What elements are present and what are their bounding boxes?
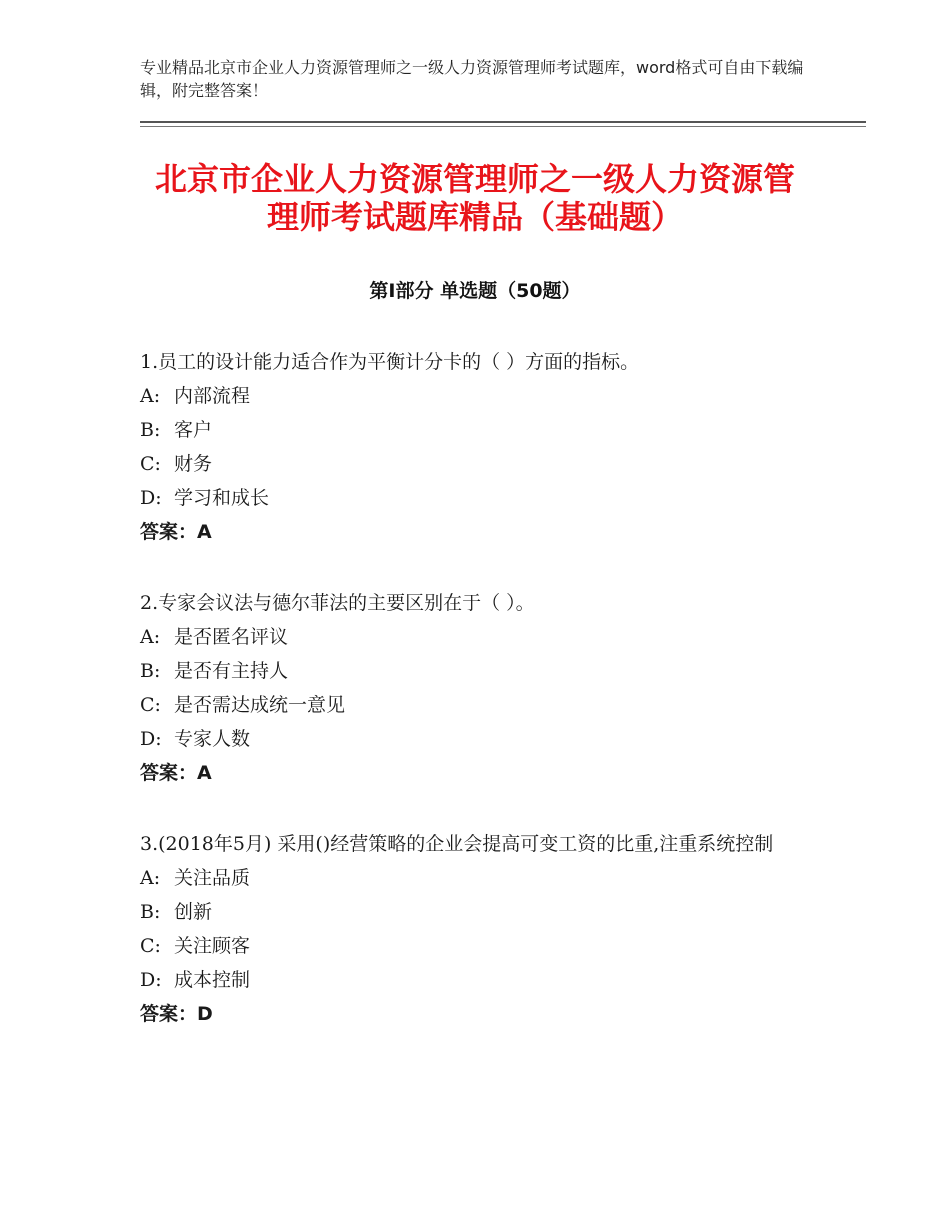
option-c <box>140 929 820 963</box>
header-note: 专业精品北京市企业人力资源管理师之一级人力资源管理师考试题库，word格式可自由下载编辑，附完整答案！ <box>140 58 804 100</box>
option-a <box>140 620 820 654</box>
option-c <box>140 447 820 481</box>
header-divider-thick <box>140 121 866 123</box>
option-letter: D: <box>140 728 162 750</box>
option-letter: B: <box>140 419 161 441</box>
option-d <box>140 722 820 756</box>
option-letter: B: <box>140 660 161 682</box>
section-title: 第Ⅰ部分 单选题（50题） <box>369 280 581 302</box>
option-text: 学习和成长 <box>174 487 270 509</box>
option-text: 内部流程 <box>174 385 251 407</box>
option-text: 关注品质 <box>174 867 251 889</box>
question-1 <box>140 345 820 549</box>
question-stem: 1.员工的设计能力适合作为平衡计分卡的（ ）方面的指标。 <box>140 351 640 373</box>
option-text: 是否匿名评议 <box>174 626 289 648</box>
option-text: 专家人数 <box>174 728 251 750</box>
option-letter: C: <box>140 694 161 716</box>
option-text: 客户 <box>174 419 213 441</box>
question-2 <box>140 586 820 790</box>
option-b <box>140 654 820 688</box>
option-c <box>140 688 820 722</box>
option-letter: A: <box>140 626 161 648</box>
question-list <box>140 345 820 1068</box>
option-b <box>140 413 820 447</box>
option-a <box>140 379 820 413</box>
option-letter: A: <box>140 867 161 889</box>
answer-line: 答案：A <box>140 521 212 543</box>
option-text: 财务 <box>174 453 213 475</box>
option-d <box>140 963 820 997</box>
option-text: 是否需达成统一意见 <box>174 694 346 716</box>
answer-line: 答案：D <box>140 1003 213 1025</box>
question-stem: 3.(2018年5月) 采用()经营策略的企业会提高可变工资的比重,注重系统控制 <box>140 833 774 855</box>
option-letter: C: <box>140 453 161 475</box>
option-letter: D: <box>140 487 162 509</box>
document-title: 北京市企业人力资源管理师之一级人力资源管理师考试题库精品（基础题） <box>154 160 795 236</box>
option-letter: C: <box>140 935 161 957</box>
option-text: 成本控制 <box>174 969 251 991</box>
option-a <box>140 861 820 895</box>
option-letter: B: <box>140 901 161 923</box>
option-text: 关注顾客 <box>174 935 251 957</box>
option-text: 创新 <box>174 901 213 923</box>
header-divider-thin <box>140 126 866 127</box>
option-b <box>140 895 820 929</box>
option-d <box>140 481 820 515</box>
option-letter: A: <box>140 385 161 407</box>
option-letter: D: <box>140 969 162 991</box>
answer-line: 答案：A <box>140 762 212 784</box>
question-3 <box>140 827 820 1031</box>
question-stem: 2.专家会议法与德尔菲法的主要区别在于（ ）。 <box>140 592 535 614</box>
option-text: 是否有主持人 <box>174 660 289 682</box>
